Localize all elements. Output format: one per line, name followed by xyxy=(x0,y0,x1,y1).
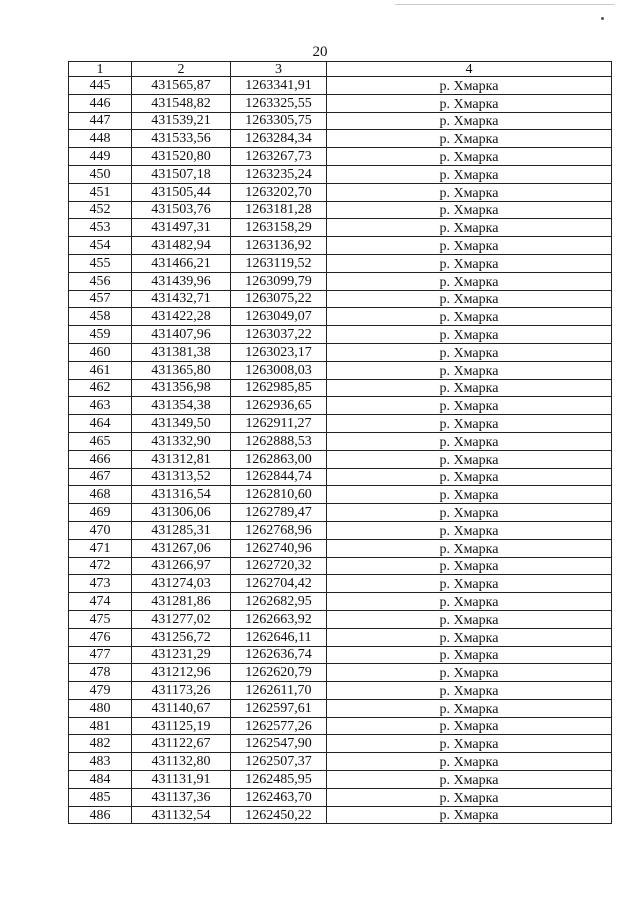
y-coordinate-cell: 1263305,75 xyxy=(231,112,327,130)
point-number-cell: 452 xyxy=(69,201,132,219)
table-row xyxy=(69,397,612,415)
object-description-cell: р. Хмарка xyxy=(327,219,612,237)
table-row xyxy=(69,575,612,593)
table-row xyxy=(69,628,612,646)
point-number-cell: 449 xyxy=(69,148,132,166)
y-coordinate-cell: 1263235,24 xyxy=(231,165,327,183)
y-coordinate-cell: 1262682,95 xyxy=(231,593,327,611)
object-description-cell: р. Хмарка xyxy=(327,735,612,753)
point-number-cell: 480 xyxy=(69,699,132,717)
object-description-cell: р. Хмарка xyxy=(327,450,612,468)
y-coordinate-cell: 1263119,52 xyxy=(231,254,327,272)
object-description-cell: р. Хмарка xyxy=(327,308,612,326)
y-coordinate-cell: 1262646,11 xyxy=(231,628,327,646)
x-coordinate-cell: 431356,98 xyxy=(132,379,231,397)
object-description-cell: р. Хмарка xyxy=(327,77,612,95)
object-description-cell: р. Хмарка xyxy=(327,575,612,593)
x-coordinate-cell: 431507,18 xyxy=(132,165,231,183)
table-row xyxy=(69,699,612,717)
y-coordinate-cell: 1262507,37 xyxy=(231,753,327,771)
object-description-cell: р. Хмарка xyxy=(327,415,612,433)
point-number-cell: 456 xyxy=(69,272,132,290)
object-description-cell: р. Хмарка xyxy=(327,682,612,700)
object-description-cell: р. Хмарка xyxy=(327,806,612,824)
table-row xyxy=(69,806,612,824)
table-row xyxy=(69,539,612,557)
point-number-cell: 457 xyxy=(69,290,132,308)
object-description-cell: р. Хмарка xyxy=(327,201,612,219)
x-coordinate-cell: 431173,26 xyxy=(132,682,231,700)
table-row xyxy=(69,112,612,130)
point-number-cell: 475 xyxy=(69,610,132,628)
x-coordinate-cell: 431354,38 xyxy=(132,397,231,415)
table-row xyxy=(69,682,612,700)
point-number-cell: 461 xyxy=(69,361,132,379)
object-description-cell: р. Хмарка xyxy=(327,130,612,148)
object-description-cell: р. Хмарка xyxy=(327,361,612,379)
point-number-cell: 474 xyxy=(69,593,132,611)
point-number-cell: 459 xyxy=(69,326,132,344)
point-number-cell: 460 xyxy=(69,343,132,361)
point-number-cell: 484 xyxy=(69,771,132,789)
x-coordinate-cell: 431131,91 xyxy=(132,771,231,789)
point-number-cell: 462 xyxy=(69,379,132,397)
point-number-cell: 448 xyxy=(69,130,132,148)
x-coordinate-cell: 431520,80 xyxy=(132,148,231,166)
x-coordinate-cell: 431497,31 xyxy=(132,219,231,237)
y-coordinate-cell: 1262450,22 xyxy=(231,806,327,824)
point-number-cell: 450 xyxy=(69,165,132,183)
table-row xyxy=(69,664,612,682)
y-coordinate-cell: 1262911,27 xyxy=(231,415,327,433)
y-coordinate-cell: 1262636,74 xyxy=(231,646,327,664)
object-description-cell: р. Хмарка xyxy=(327,539,612,557)
y-coordinate-cell: 1262810,60 xyxy=(231,486,327,504)
object-description-cell: р. Хмарка xyxy=(327,343,612,361)
x-coordinate-cell: 431482,94 xyxy=(132,237,231,255)
object-description-cell: р. Хмарка xyxy=(327,504,612,522)
x-coordinate-cell: 431277,02 xyxy=(132,610,231,628)
point-number-cell: 446 xyxy=(69,94,132,112)
x-coordinate-cell: 431285,31 xyxy=(132,521,231,539)
object-description-cell: р. Хмарка xyxy=(327,379,612,397)
point-number-cell: 470 xyxy=(69,521,132,539)
object-description-cell: р. Хмарка xyxy=(327,290,612,308)
table-row xyxy=(69,94,612,112)
x-coordinate-cell: 431432,71 xyxy=(132,290,231,308)
x-coordinate-cell: 431132,54 xyxy=(132,806,231,824)
point-number-cell: 478 xyxy=(69,664,132,682)
point-number-cell: 467 xyxy=(69,468,132,486)
object-description-cell: р. Хмарка xyxy=(327,165,612,183)
object-description-cell: р. Хмарка xyxy=(327,753,612,771)
table-row xyxy=(69,379,612,397)
x-coordinate-cell: 431381,38 xyxy=(132,343,231,361)
object-description-cell: р. Хмарка xyxy=(327,486,612,504)
y-coordinate-cell: 1262768,96 xyxy=(231,521,327,539)
table-row xyxy=(69,415,612,433)
table-row xyxy=(69,361,612,379)
y-coordinate-cell: 1262597,61 xyxy=(231,699,327,717)
table-row xyxy=(69,450,612,468)
object-description-cell: р. Хмарка xyxy=(327,326,612,344)
table-row xyxy=(69,610,612,628)
object-description-cell: р. Хмарка xyxy=(327,112,612,130)
scan-artifact-dot xyxy=(601,17,604,20)
table-row xyxy=(69,165,612,183)
object-description-cell: р. Хмарка xyxy=(327,237,612,255)
x-coordinate-cell: 431407,96 xyxy=(132,326,231,344)
table-row xyxy=(69,130,612,148)
object-description-cell: р. Хмарка xyxy=(327,593,612,611)
coordinates-table xyxy=(68,61,612,824)
table-row xyxy=(69,254,612,272)
table-row xyxy=(69,237,612,255)
point-number-cell: 483 xyxy=(69,753,132,771)
y-coordinate-cell: 1263023,17 xyxy=(231,343,327,361)
y-coordinate-cell: 1263202,70 xyxy=(231,183,327,201)
point-number-cell: 476 xyxy=(69,628,132,646)
table-row xyxy=(69,717,612,735)
point-number-cell: 477 xyxy=(69,646,132,664)
object-description-cell: р. Хмарка xyxy=(327,610,612,628)
y-coordinate-cell: 1262463,70 xyxy=(231,788,327,806)
table-header-row xyxy=(69,62,612,77)
table-row xyxy=(69,735,612,753)
object-description-cell: р. Хмарка xyxy=(327,788,612,806)
point-number-cell: 464 xyxy=(69,415,132,433)
table-row xyxy=(69,219,612,237)
y-coordinate-cell: 1263075,22 xyxy=(231,290,327,308)
x-coordinate-cell: 431231,29 xyxy=(132,646,231,664)
x-coordinate-cell: 431349,50 xyxy=(132,415,231,433)
x-coordinate-cell: 431266,97 xyxy=(132,557,231,575)
table-row xyxy=(69,788,612,806)
table-row xyxy=(69,77,612,95)
object-description-cell: р. Хмарка xyxy=(327,646,612,664)
y-coordinate-cell: 1262611,70 xyxy=(231,682,327,700)
table-row xyxy=(69,290,612,308)
point-number-cell: 472 xyxy=(69,557,132,575)
point-number-cell: 481 xyxy=(69,717,132,735)
object-description-cell: р. Хмарка xyxy=(327,521,612,539)
point-number-cell: 447 xyxy=(69,112,132,130)
x-coordinate-cell: 431122,67 xyxy=(132,735,231,753)
point-number-cell: 451 xyxy=(69,183,132,201)
y-coordinate-cell: 1262720,32 xyxy=(231,557,327,575)
point-number-cell: 445 xyxy=(69,77,132,95)
object-description-cell: р. Хмарка xyxy=(327,771,612,789)
point-number-cell: 486 xyxy=(69,806,132,824)
table-body xyxy=(69,77,612,824)
page-number: 20 xyxy=(312,44,328,60)
y-coordinate-cell: 1263158,29 xyxy=(231,219,327,237)
y-coordinate-cell: 1263136,92 xyxy=(231,237,327,255)
x-coordinate-cell: 431422,28 xyxy=(132,308,231,326)
object-description-cell: р. Хмарка xyxy=(327,699,612,717)
table-row xyxy=(69,753,612,771)
object-description-cell: р. Хмарка xyxy=(327,94,612,112)
point-number-cell: 469 xyxy=(69,504,132,522)
x-coordinate-cell: 431539,21 xyxy=(132,112,231,130)
y-coordinate-cell: 1262936,65 xyxy=(231,397,327,415)
table-row xyxy=(69,308,612,326)
y-coordinate-cell: 1262863,00 xyxy=(231,450,327,468)
column-header-1: 1 xyxy=(69,62,132,77)
object-description-cell: р. Хмарка xyxy=(327,183,612,201)
point-number-cell: 482 xyxy=(69,735,132,753)
point-number-cell: 471 xyxy=(69,539,132,557)
point-number-cell: 453 xyxy=(69,219,132,237)
x-coordinate-cell: 431565,87 xyxy=(132,77,231,95)
table-row xyxy=(69,593,612,611)
point-number-cell: 455 xyxy=(69,254,132,272)
column-header-3: 3 xyxy=(231,62,327,77)
y-coordinate-cell: 1262547,90 xyxy=(231,735,327,753)
x-coordinate-cell: 431332,90 xyxy=(132,432,231,450)
point-number-cell: 458 xyxy=(69,308,132,326)
x-coordinate-cell: 431365,80 xyxy=(132,361,231,379)
x-coordinate-cell: 431140,67 xyxy=(132,699,231,717)
table-row xyxy=(69,343,612,361)
object-description-cell: р. Хмарка xyxy=(327,254,612,272)
y-coordinate-cell: 1263181,28 xyxy=(231,201,327,219)
point-number-cell: 466 xyxy=(69,450,132,468)
x-coordinate-cell: 431439,96 xyxy=(132,272,231,290)
y-coordinate-cell: 1262577,26 xyxy=(231,717,327,735)
column-header-4: 4 xyxy=(327,62,612,77)
x-coordinate-cell: 431505,44 xyxy=(132,183,231,201)
point-number-cell: 468 xyxy=(69,486,132,504)
y-coordinate-cell: 1262485,95 xyxy=(231,771,327,789)
table-row xyxy=(69,521,612,539)
y-coordinate-cell: 1262985,85 xyxy=(231,379,327,397)
point-number-cell: 479 xyxy=(69,682,132,700)
x-coordinate-cell: 431503,76 xyxy=(132,201,231,219)
point-number-cell: 485 xyxy=(69,788,132,806)
object-description-cell: р. Хмарка xyxy=(327,432,612,450)
y-coordinate-cell: 1263099,79 xyxy=(231,272,327,290)
y-coordinate-cell: 1263008,03 xyxy=(231,361,327,379)
x-coordinate-cell: 431533,56 xyxy=(132,130,231,148)
object-description-cell: р. Хмарка xyxy=(327,557,612,575)
x-coordinate-cell: 431548,82 xyxy=(132,94,231,112)
x-coordinate-cell: 431256,72 xyxy=(132,628,231,646)
scan-artifact-top-line xyxy=(395,4,615,5)
x-coordinate-cell: 431274,03 xyxy=(132,575,231,593)
y-coordinate-cell: 1262704,42 xyxy=(231,575,327,593)
table-row xyxy=(69,486,612,504)
y-coordinate-cell: 1263341,91 xyxy=(231,77,327,95)
object-description-cell: р. Хмарка xyxy=(327,628,612,646)
point-number-cell: 463 xyxy=(69,397,132,415)
y-coordinate-cell: 1263037,22 xyxy=(231,326,327,344)
table-row xyxy=(69,201,612,219)
table-row xyxy=(69,557,612,575)
table-row xyxy=(69,183,612,201)
y-coordinate-cell: 1263325,55 xyxy=(231,94,327,112)
point-number-cell: 454 xyxy=(69,237,132,255)
column-header-2: 2 xyxy=(132,62,231,77)
x-coordinate-cell: 431137,36 xyxy=(132,788,231,806)
y-coordinate-cell: 1262888,53 xyxy=(231,432,327,450)
table-row xyxy=(69,771,612,789)
x-coordinate-cell: 431281,86 xyxy=(132,593,231,611)
table-row xyxy=(69,504,612,522)
table-row xyxy=(69,646,612,664)
y-coordinate-cell: 1262844,74 xyxy=(231,468,327,486)
y-coordinate-cell: 1263049,07 xyxy=(231,308,327,326)
point-number-cell: 473 xyxy=(69,575,132,593)
x-coordinate-cell: 431313,52 xyxy=(132,468,231,486)
x-coordinate-cell: 431267,06 xyxy=(132,539,231,557)
object-description-cell: р. Хмарка xyxy=(327,397,612,415)
point-number-cell: 465 xyxy=(69,432,132,450)
object-description-cell: р. Хмарка xyxy=(327,468,612,486)
table-row xyxy=(69,148,612,166)
x-coordinate-cell: 431132,80 xyxy=(132,753,231,771)
x-coordinate-cell: 431312,81 xyxy=(132,450,231,468)
x-coordinate-cell: 431316,54 xyxy=(132,486,231,504)
object-description-cell: р. Хмарка xyxy=(327,717,612,735)
object-description-cell: р. Хмарка xyxy=(327,272,612,290)
y-coordinate-cell: 1262740,96 xyxy=(231,539,327,557)
table-row xyxy=(69,468,612,486)
object-description-cell: р. Хмарка xyxy=(327,148,612,166)
y-coordinate-cell: 1263284,34 xyxy=(231,130,327,148)
x-coordinate-cell: 431212,96 xyxy=(132,664,231,682)
table-row xyxy=(69,326,612,344)
object-description-cell: р. Хмарка xyxy=(327,664,612,682)
x-coordinate-cell: 431125,19 xyxy=(132,717,231,735)
table-row xyxy=(69,272,612,290)
y-coordinate-cell: 1262789,47 xyxy=(231,504,327,522)
y-coordinate-cell: 1263267,73 xyxy=(231,148,327,166)
table-row xyxy=(69,432,612,450)
y-coordinate-cell: 1262663,92 xyxy=(231,610,327,628)
x-coordinate-cell: 431306,06 xyxy=(132,504,231,522)
x-coordinate-cell: 431466,21 xyxy=(132,254,231,272)
y-coordinate-cell: 1262620,79 xyxy=(231,664,327,682)
